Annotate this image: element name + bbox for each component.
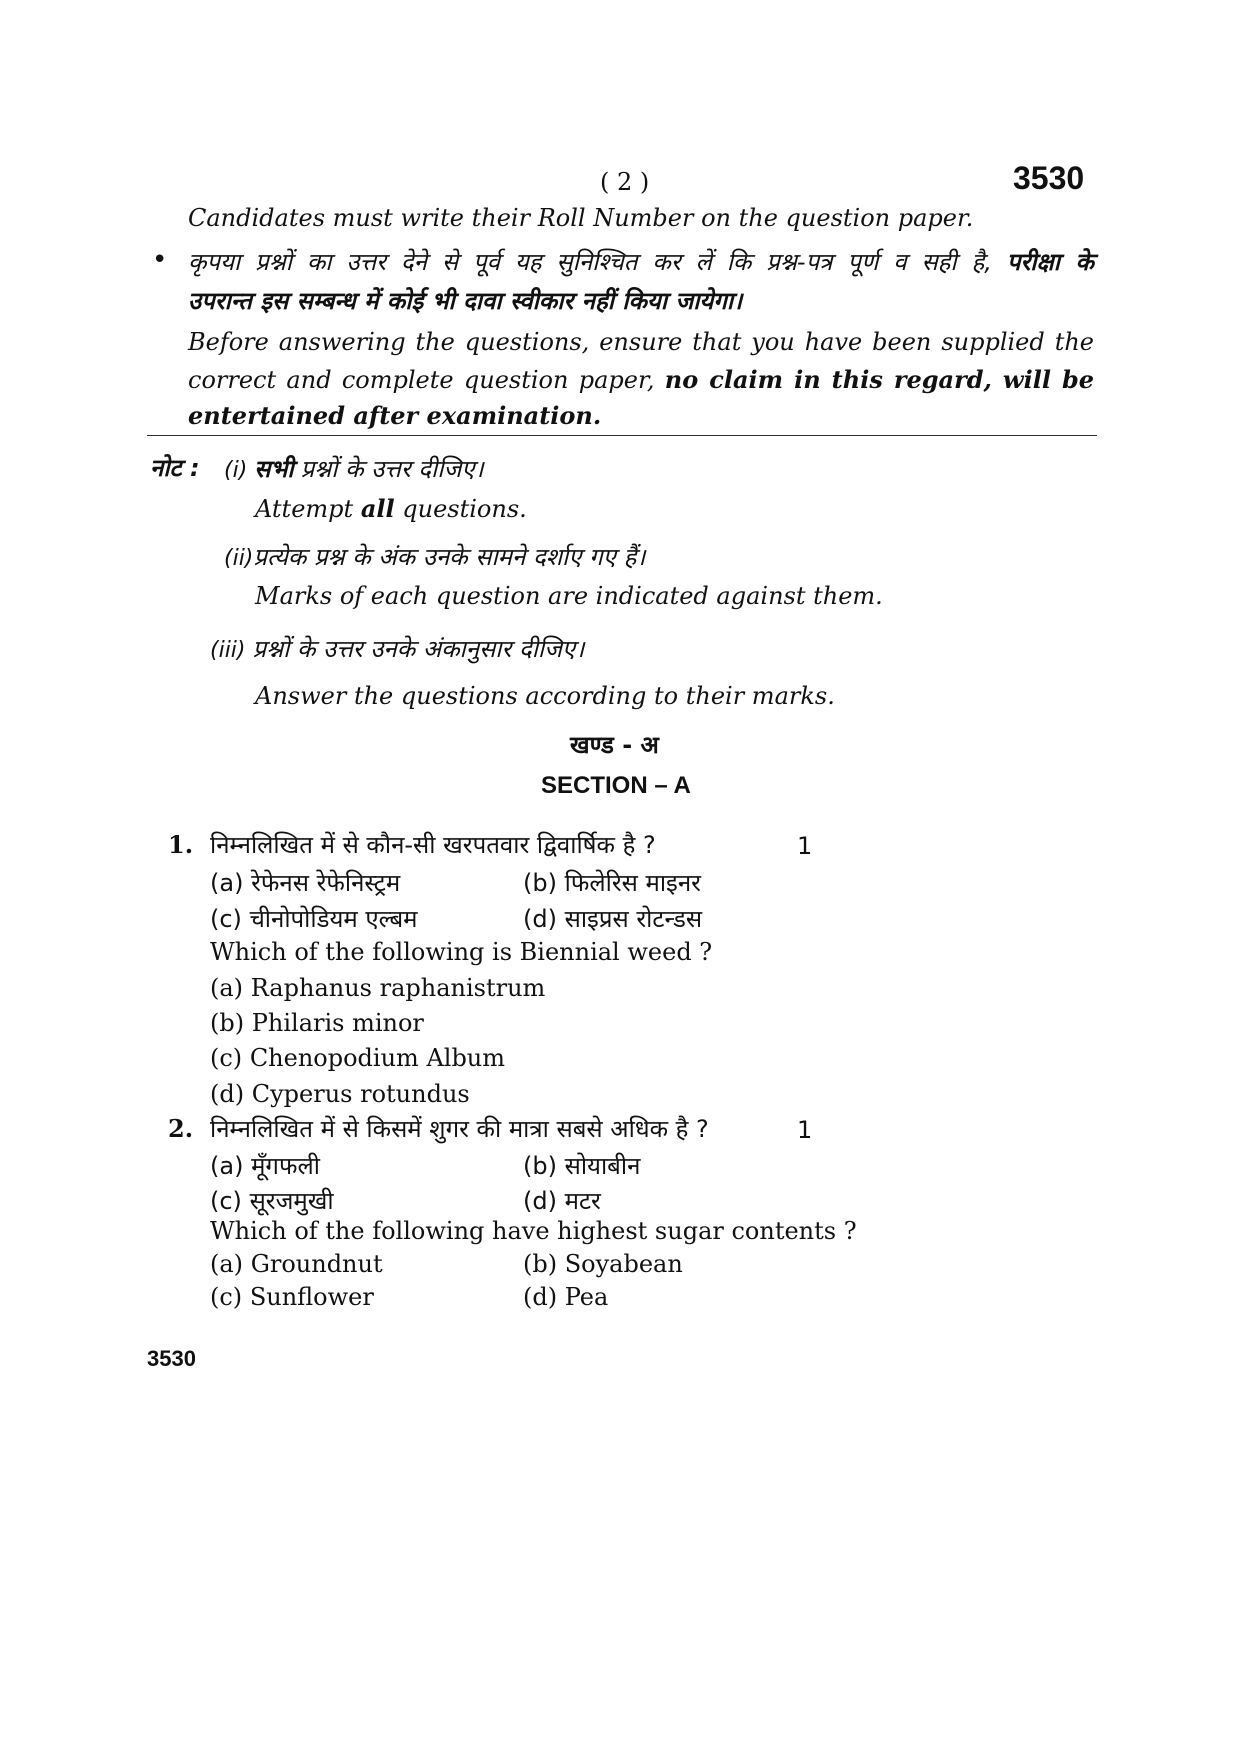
option-label: (c) — [210, 1044, 243, 1072]
option-text: Cyperus rotundus — [251, 1080, 470, 1108]
q2-english-option-d — [523, 1283, 608, 1311]
note-ii-english: Marks of each question are indicated against them. — [255, 582, 883, 610]
q2-hindi-option-a — [210, 1149, 320, 1182]
question-2-marks: 1 — [797, 1116, 813, 1144]
hindi-instruction-line-2: उपरान्त इस सम्बन्ध में कोई भी दावा स्वीकार नहीं किया जायेगा। — [188, 287, 743, 315]
q1-english-option-c — [210, 1044, 505, 1072]
q2-english-option-b — [523, 1250, 683, 1278]
section-title-english: SECTION – A — [541, 772, 691, 799]
question-1-number: 1. — [168, 830, 194, 859]
option-text: Pea — [564, 1283, 609, 1311]
q1-english-option-d — [210, 1080, 470, 1108]
option-label: (d) — [523, 905, 557, 933]
q1-hindi-option-a — [210, 866, 400, 899]
note-i-hindi-bold: सभी — [254, 455, 294, 483]
question-2-number: 2. — [168, 1114, 194, 1143]
option-label: (a) — [210, 1250, 244, 1278]
note-iii-english: Answer the questions according to their marks. — [255, 682, 835, 710]
option-label: (b) — [523, 869, 557, 897]
question-1-english: Which of the following is Biennial weed ? — [210, 938, 713, 966]
q1-english-option-b — [210, 1009, 424, 1037]
note-i — [224, 452, 484, 485]
option-text: फिलेरिस माइनर — [564, 869, 701, 897]
note-i-english-post: questions. — [402, 495, 527, 523]
hindi-instruction-line-1 — [188, 245, 1094, 278]
option-text: Philaris minor — [251, 1009, 424, 1037]
section-title-hindi: खण्ड - अ — [570, 731, 659, 759]
q1-hindi-option-c — [210, 902, 418, 935]
q2-english-option-c — [210, 1283, 374, 1311]
hindi-instruction-bold: परीक्षा के — [1006, 248, 1094, 276]
note-i-english — [255, 494, 527, 523]
option-text: Sunflower — [249, 1283, 374, 1311]
note-iii — [210, 632, 584, 665]
note-i-english-bold: all — [360, 494, 395, 523]
q1-hindi-option-b — [523, 866, 701, 899]
divider-rule — [147, 435, 1097, 436]
option-label: (d) — [523, 1283, 558, 1311]
option-text: चीनोपोडियम एल्बम — [249, 905, 418, 933]
note-iii-hindi: प्रश्नों के उत्तर उनके अंकानुसार दीजिए। — [252, 635, 585, 663]
option-text: मटर — [564, 1187, 601, 1215]
option-label: (b) — [523, 1250, 558, 1278]
option-text: मूँगफली — [251, 1152, 320, 1180]
option-text: सोयाबीन — [564, 1152, 641, 1180]
option-text: रेफेनस रेफेनिस्ट्रम — [251, 869, 401, 897]
note-ii-hindi: प्रत्येक प्रश्न के अंक उनके सामने दर्शाए गए हैं। — [253, 543, 646, 571]
note-i-english-pre: Attempt — [255, 495, 354, 523]
note-iii-number: (iii) — [210, 638, 246, 663]
page-number: ( 2 ) — [600, 168, 650, 196]
note-label: नोट : — [150, 454, 200, 482]
option-text: Groundnut — [250, 1250, 383, 1278]
option-label: (b) — [523, 1152, 557, 1180]
q1-hindi-option-d — [523, 902, 702, 935]
hindi-instruction-normal: कृपया प्रश्नों का उत्तर देने से पूर्व यह सुनिश्चित कर लें कि प्रश्न-पत्र पूर्ण व सही है, — [188, 248, 992, 276]
question-1-marks: 1 — [797, 832, 813, 860]
question-1-hindi: निम्नलिखित में से कौन-सी खरपतवार द्विवार्षिक है ? — [210, 831, 656, 859]
note-i-hindi: प्रश्नों के उत्तर दीजिए। — [300, 455, 484, 483]
q2-hindi-option-c — [210, 1184, 334, 1217]
option-label: (a) — [210, 869, 244, 897]
note-ii — [224, 540, 645, 573]
option-label: (a) — [210, 1152, 244, 1180]
option-text: Chenopodium Album — [249, 1044, 506, 1072]
option-label: (c) — [210, 905, 242, 933]
note-ii-number: (ii) — [224, 546, 254, 571]
english-instruction-normal: correct and complete question paper, — [188, 366, 655, 394]
english-instruction-bold: no claim in this regard, will be — [664, 365, 1095, 394]
option-label: (a) — [210, 974, 244, 1002]
q2-english-option-a — [210, 1250, 383, 1278]
english-instruction-line-2 — [188, 365, 1094, 394]
q2-hindi-option-b — [523, 1149, 640, 1182]
english-instruction-line-1: Before answering the questions, ensure that you have been supplied the — [188, 328, 1094, 356]
paper-code-footer: 3530 — [147, 1346, 196, 1371]
note-i-number: (i) — [224, 458, 248, 483]
option-text: सूरजमुखी — [249, 1187, 334, 1215]
option-text: साइप्रस रोटन्डस — [564, 905, 703, 933]
q1-english-option-a — [210, 974, 545, 1002]
question-2-hindi: निम्नलिखित में से किसमें शुगर की मात्रा सबसे अधिक है ? — [210, 1115, 709, 1143]
english-instruction-line-3: entertained after examination. — [188, 401, 602, 430]
bullet: • — [152, 245, 168, 275]
paper-code-header: 3530 — [1013, 160, 1085, 196]
option-text: Soyabean — [564, 1250, 683, 1278]
roll-number-instruction: Candidates must write their Roll Number on the question paper. — [188, 204, 974, 232]
option-label: (c) — [210, 1283, 243, 1311]
option-label: (d) — [210, 1080, 245, 1108]
option-label: (b) — [210, 1009, 245, 1037]
question-2-english: Which of the following have highest sugar contents ? — [210, 1217, 857, 1245]
option-label: (d) — [523, 1187, 557, 1215]
option-text: Raphanus raphanistrum — [250, 974, 546, 1002]
option-label: (c) — [210, 1187, 242, 1215]
q2-hindi-option-d — [523, 1184, 601, 1217]
